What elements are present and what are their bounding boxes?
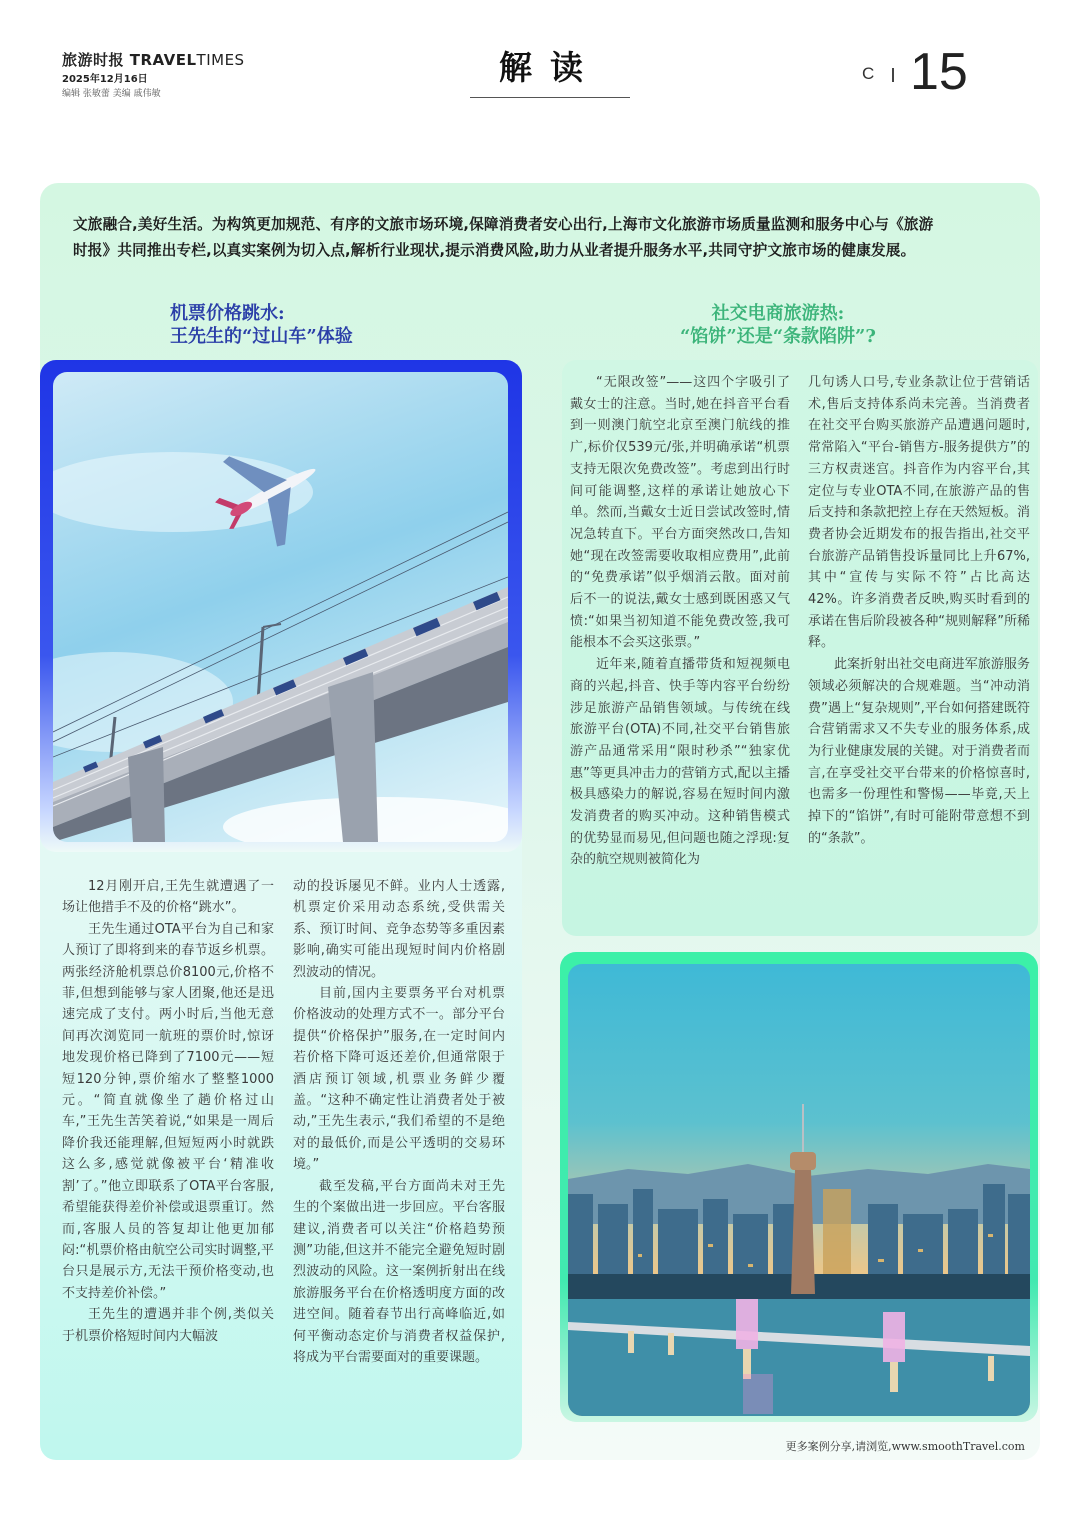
paragraph: 截至发稿,平台方面尚未对王先生的个案做出进一步回应。平台客服建议,消费者可以关注“价格趋势预测”功能,但这并不能完全避免短时剧烈波动的风险。这一案例折射出在线旅游服务平台在价格透明度方面的改进空间。随着春节出行高峰临近,如何平衡动态定价与消费者权益保护,将成为平台需要面对的重要课题。 — [293, 1178, 505, 1365]
logo-cn: 旅游时报 — [62, 51, 125, 69]
paragraph: 12月刚开启,王先生就遭遇了一场让他措手不及的价格“跳水”。 — [62, 879, 274, 916]
left-headline-line1: 机票价格跳水: — [170, 303, 285, 324]
airplane-train-photo — [53, 372, 508, 842]
right-article-column-2 — [808, 372, 1030, 849]
paragraph: 近年来,随着直播带货和短视频电商的兴起,抖音、快手等内容平台纷纷涉足旅游产品销售领域。与传统在线旅游平台(OTA)不同,社交平台销售旅游产品通常采用“限时秒杀”“独家优惠”等更具冲击力的营销方式,配以主播极具感染力的解说,容易在短时间内激发消费者的购买冲动。这种销售模式的优势显而易见,但问题也随之浮现:复杂的航空规则被简化为 — [570, 657, 790, 868]
logo-en-bold: TRAVEL — [129, 51, 197, 69]
editor-credits: 编辑 张敏蕾 美编 戚伟敏 — [62, 89, 161, 99]
paragraph: “无限改签”——这四个字吸引了戴女士的注意。当时,她在抖音平台看到一则澳门航空北京至澳门航线的推广,标价仅539元/张,并明确承诺“机票支持无限次免费改签”。考虑到出行时间可能调整,这样的承诺让她放心下单。然而,当戴女士近日尝试改签时,情况急转直下。平台方面突然改口,告知她“现在改签需要收取相应费用”,此前的“免费承诺”似乎烟消云散。面对前后不一的说法,戴女士感到既困惑又气愤:“如果当初知道不能免费改签,我可能根本不会买这张票。” — [570, 375, 790, 651]
right-headline-line1: 社交电商旅游热: — [711, 303, 845, 324]
logo-en-light: TIMES — [196, 51, 245, 69]
page-separator — [892, 68, 894, 82]
page-letter: C — [862, 64, 875, 83]
column-intro: 文旅融合,美好生活。为构筑更加规范、有序的文旅市场环境,保障消费者安心出行,上海市文化旅游市场质量监测和服务中心与《旅游时报》共同推出专栏,以真实案例为切入点,解析行业现状,提示消费风险,助力从业者提升服务水平,共同守护文旅市场的健康发展。 — [73, 216, 934, 259]
left-article-headline — [170, 302, 353, 348]
section-title: 解读 — [499, 48, 601, 87]
left-headline-line2: 王先生的“过山车”体验 — [170, 326, 353, 347]
macau-skyline-illustration — [568, 964, 1030, 1416]
left-article-column-2 — [293, 876, 505, 1368]
paragraph: 动的投诉屡见不鲜。业内人士透露,机票定价采用动态系统,受供需关系、预订时间、竞争态势等多重因素影响,确实可能出现短时间内价格剧烈波动的情况。 — [293, 879, 505, 980]
footer-caption: 更多案例分享,请浏览,www.smoothTravel.com — [785, 1440, 1025, 1453]
paragraph: 几句诱人口号,专业条款让位于营销话术,售后支持体系尚未完善。当消费者在社交平台购买旅游产品遭遇问题时,常常陷入“平台-销售方-服务提供方”的三方权责迷宫。抖音作为内容平台,其定位与专业OTA不同,在旅游产品的售后支持和条款把控上存在天然短板。消费者协会近期发布的报告指出,社交平台旅游产品销售投诉量同比上升67%,其中“宣传与实际不符”占比高达42%。许多消费者反映,购买时看到的承诺在售后阶段被各种“规则解释”所稀释。 — [808, 375, 1030, 651]
page-number: 15 — [910, 43, 968, 101]
airplane-train-illustration — [53, 372, 508, 842]
right-article-column-1 — [570, 372, 790, 871]
issue-date: 2025年12月16日 — [62, 74, 148, 85]
masthead-logo — [62, 49, 245, 70]
paragraph: 此案折射出社交电商进军旅游服务领域必须解决的合规难题。当“冲动消费”遇上“复杂规则”,平台如何搭建既符合营销需求又不失专业的服务体系,成为行业健康发展的关键。对于消费者而言,在享受社交平台带来的价格惊喜时,也需多一份理性和警惕——毕竟,天上掉下的“馅饼”,有时可能附带意想不到的“条款”。 — [808, 657, 1030, 846]
macau-skyline-photo — [568, 964, 1030, 1416]
right-article-headline — [680, 302, 876, 348]
left-article-column-1 — [62, 876, 274, 1347]
section-title-underline — [470, 97, 630, 98]
right-headline-line2: “馅饼”还是“条款陷阱”? — [680, 326, 876, 347]
paragraph: 王先生的遭遇并非个例,类似关于机票价格短时间内大幅波 — [62, 1307, 274, 1344]
paragraph: 王先生通过OTA平台为自己和家人预订了即将到来的春节返乡机票。两张经济舱机票总价8100元,价格不菲,但想到能够与家人团聚,他还是迅速完成了支付。两小时后,当他无意间再次浏览同一航班的票价时,惊讶地发现价格已降到了7100元——短短120分钟,票价缩水了整整1000元。“简直就像坐了趟价格过山车,”王先生苦笑着说,“如果是一周后降价我还能理解,但短短两小时就跌这么多,感觉就像被平台‘精准收割’了。”他立即联系了OTA平台客服,希望能获得差价补偿或退票重订。然而,客服人员的答复却让他更加郁闷:“机票价格由航空公司实时调整,平台只是展示方,无法干预价格变动,也不支持差价补偿。” — [62, 921, 274, 1301]
paragraph: 目前,国内主要票务平台对机票价格波动的处理方式不一。部分平台提供“价格保护”服务,在一定时间内若价格下降可返还差价,但通常限于酒店预订领域,机票业务鲜少覆盖。“这种不确定性让消费者处于被动,”王先生表示,“我们希望的不是绝对的最低价,而是公平透明的交易环境。” — [293, 986, 505, 1173]
